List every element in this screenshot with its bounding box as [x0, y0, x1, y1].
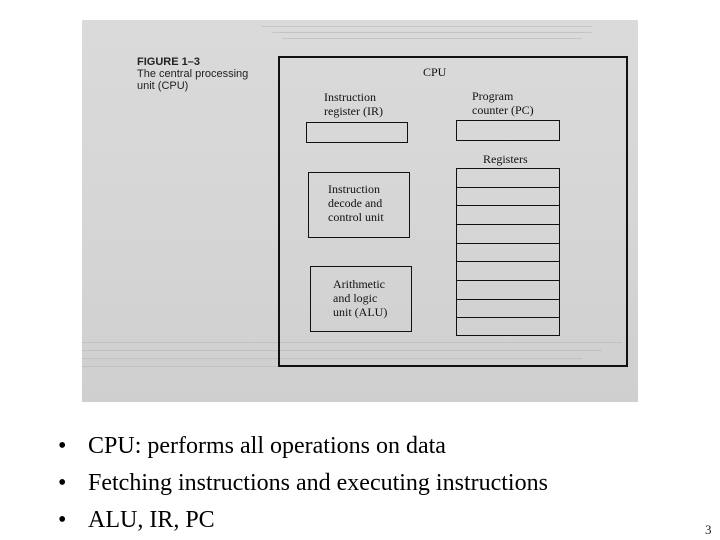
- register-slot: [457, 318, 559, 337]
- register-slot: [457, 188, 559, 207]
- registers-label: Registers: [483, 152, 528, 166]
- alu-label: Arithmetic and logic unit (ALU): [333, 277, 388, 319]
- figure-number: FIGURE 1–3: [137, 56, 200, 68]
- figure-caption: [137, 56, 277, 92]
- cpu-label: CPU: [423, 65, 447, 79]
- bullet-item: • Fetching instructions and executing instructions: [58, 465, 548, 502]
- register-slot: [457, 206, 559, 225]
- register-slot: [457, 300, 559, 319]
- instruction-register-label: Instruction register (IR): [324, 90, 383, 118]
- scanned-figure: [82, 20, 638, 402]
- register-stack: [456, 168, 560, 336]
- program-counter-label: Program counter (PC): [472, 89, 534, 117]
- register-slot: [457, 244, 559, 263]
- program-counter-box: [456, 120, 560, 141]
- page-number: 3: [705, 522, 712, 537]
- decode-control-unit-box: [308, 172, 410, 238]
- register-slot: [457, 169, 559, 188]
- register-slot: [457, 225, 559, 244]
- figure-caption-line: unit (CPU): [137, 80, 189, 92]
- decode-control-unit-label: Instruction decode and control unit: [328, 182, 384, 224]
- register-slot: [457, 281, 559, 300]
- alu-box: [310, 266, 412, 332]
- bullet-item: • CPU: performs all operations on data: [58, 428, 548, 465]
- bullet-list: [58, 428, 548, 539]
- instruction-register-box: [306, 122, 408, 143]
- bullet-item: • ALU, IR, PC: [58, 502, 548, 539]
- register-slot: [457, 262, 559, 281]
- figure-caption-line: The central processing: [137, 68, 249, 80]
